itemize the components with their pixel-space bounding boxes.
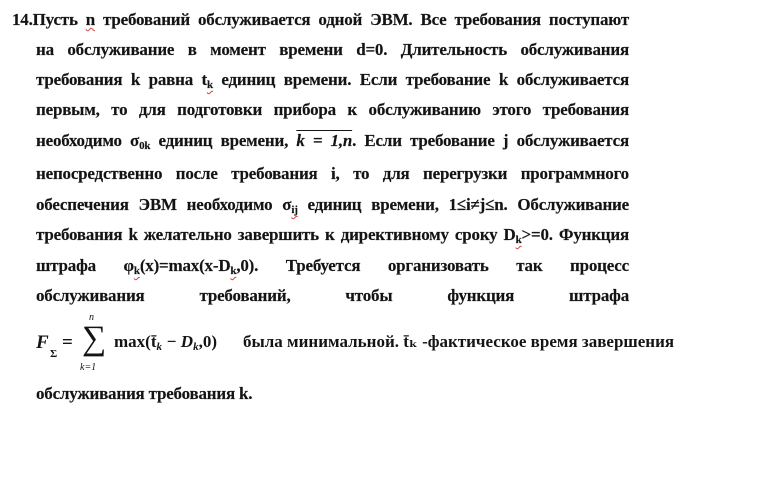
- subscript: k: [133, 265, 140, 277]
- text-segment: единиц времени,: [150, 131, 297, 150]
- formula-trailing-text: была минимальной. t̄ₖ -фактическое время завершения: [243, 332, 675, 351]
- paragraph-line-1: [12, 9, 629, 31]
- subscript: k: [230, 265, 237, 277]
- text-segment: необходимо σ: [36, 131, 140, 150]
- formula-body: [114, 332, 217, 352]
- index-range: k = 1,n: [296, 131, 353, 150]
- summation-sign: ∑: [82, 320, 107, 357]
- sum-upper-limit: n: [89, 312, 94, 323]
- text-segment: обеспечения ЭВМ необходимо σ: [36, 195, 292, 214]
- subscript: k: [156, 341, 162, 353]
- text-segment: (x)=max(x-D: [139, 256, 231, 275]
- text-segment: . Если требование j обслуживается: [352, 131, 629, 150]
- problem-number-text: 14.Пусть: [12, 10, 86, 29]
- formula-equals: =: [62, 332, 73, 353]
- subscript: ij: [291, 204, 298, 216]
- variable-n: n: [85, 10, 96, 29]
- text-segment: max(t̄: [114, 332, 157, 351]
- text-segment: требования k равна t: [36, 70, 207, 89]
- text-segment: штрафа φ: [36, 256, 134, 275]
- formula-F: F: [36, 332, 49, 353]
- text-segment: требований обслуживается одной ЭВМ. Все требования поступают: [95, 10, 629, 29]
- subscript: k: [515, 234, 522, 246]
- text-segment: единиц времени. Если требование k обслуживается: [212, 70, 629, 89]
- subscript: 0k: [139, 140, 151, 152]
- subscript: k: [193, 341, 199, 353]
- paragraph-line-9: [36, 255, 629, 279]
- paragraph-line-10: обслуживания требований, чтобы функция штрафа: [36, 286, 629, 305]
- paragraph-line-7: [36, 194, 629, 218]
- paragraph-line-8: [36, 224, 629, 248]
- paragraph-line-5: [36, 130, 629, 154]
- text-segment: ,0): [198, 332, 217, 351]
- subscript: k: [206, 79, 213, 91]
- formula-F-subscript: Σ: [50, 348, 58, 360]
- paragraph-line-6: непосредственно после требования i, то для перегрузки программного: [36, 164, 629, 183]
- paragraph-line-3: [36, 69, 629, 93]
- sum-lower-limit: k=1: [80, 362, 97, 373]
- paragraph-line-12: обслуживания требования k.: [36, 384, 253, 403]
- paragraph-line-2: на обслуживание в момент времени d=0. Длительность обслуживания: [36, 40, 629, 59]
- paragraph-line-4: первым, то для подготовки прибора к обслуживанию этого требования: [36, 100, 629, 119]
- penalty-formula: [36, 312, 675, 378]
- text-segment: единиц времени, 1≤i≠j≤n. Обслуживание: [297, 195, 629, 214]
- text-segment: − D: [161, 332, 194, 351]
- text-segment: требования k желательно завершить к директивному сроку D: [36, 225, 516, 244]
- text-segment: ,0). Требуется организовать так процесс: [236, 256, 630, 275]
- text-segment: >=0. Функция: [521, 225, 629, 244]
